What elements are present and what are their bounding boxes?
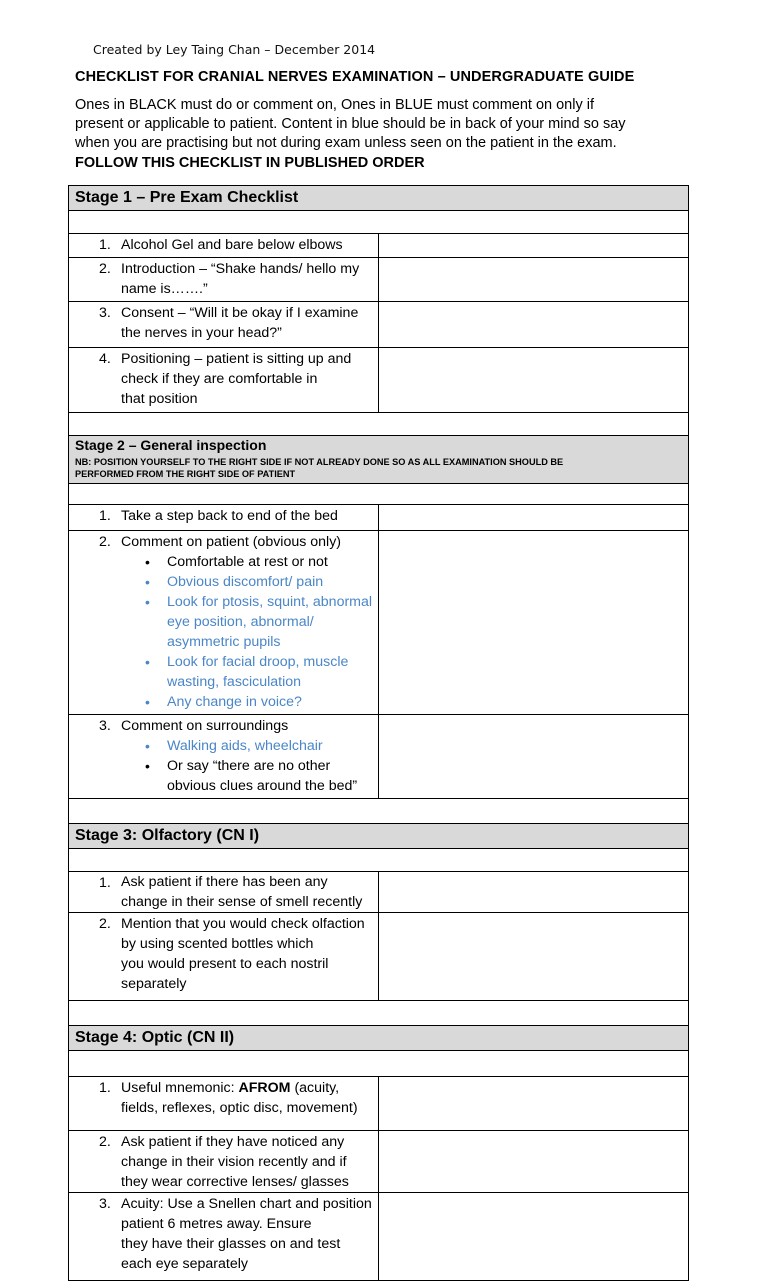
bullet-text: Look for ptosis, squint, abnormal eye position, abnormal/ — [167, 594, 373, 630]
item-number: 2. — [99, 261, 111, 277]
stage-header-row — [69, 186, 689, 211]
item-text: (acuity, fields, reflexes, optic disc, movement) — [121, 1080, 358, 1116]
intro-paragraph — [75, 96, 695, 153]
bullet-icon: • — [145, 694, 150, 710]
check-box-cell[interactable] — [379, 531, 689, 715]
document-title: CHECKLIST FOR CRANIAL NERVES EXAMINATION – UNDERGRADUATE GUIDE — [75, 69, 635, 85]
check-box-cell[interactable] — [379, 1077, 689, 1131]
bullet-item — [69, 756, 378, 796]
intro-line: when you are practising but not during exam unless seen on the patient in the exam. — [75, 135, 617, 151]
item-text: Comment on surroundings — [121, 718, 289, 734]
item-number: 3. — [99, 1196, 111, 1212]
stage-header-row — [69, 436, 689, 484]
bullet-item — [69, 736, 378, 756]
checklist-row — [69, 1077, 689, 1131]
check-box-cell[interactable] — [379, 505, 689, 531]
check-box-cell[interactable] — [379, 913, 689, 1001]
bullet-text: Or say “there are no other obvious clues around the bed” — [167, 758, 358, 794]
checklist-row — [69, 715, 689, 799]
item-number: 1. — [99, 1080, 111, 1096]
checklist-table — [68, 185, 689, 1281]
item-number: 1. — [99, 237, 111, 253]
item-text: they wear corrective lenses/ glasses — [121, 1174, 349, 1190]
follow-instruction: FOLLOW THIS CHECKLIST IN PUBLISHED ORDER — [75, 155, 425, 171]
bullet-icon: • — [145, 738, 150, 754]
blank-row — [69, 413, 689, 436]
bullet-item — [69, 572, 378, 592]
stage-header-row — [69, 824, 689, 849]
item-number: 1. — [99, 875, 111, 891]
stage-note — [69, 454, 688, 483]
bullet-text: Any change in voice? — [167, 694, 302, 710]
blank-row — [69, 1001, 689, 1026]
stage-header-row — [69, 1026, 689, 1051]
blank-row — [69, 849, 689, 872]
bullet-text: asymmetric pupils — [167, 634, 281, 650]
stage-title: Stage 1 – Pre Exam Checklist — [75, 189, 299, 206]
intro-line: present or applicable to patient. Content in blue should be in back of your mind so say — [75, 116, 626, 132]
check-box-cell[interactable] — [379, 302, 689, 348]
item-text: you would present to each nostril separately — [121, 956, 329, 992]
item-number: 1. — [99, 508, 111, 524]
bullet-text: Look for facial droop, muscle wasting, fasciculation — [167, 654, 349, 690]
item-text: Take a step back to end of the bed — [121, 508, 338, 524]
checklist-row — [69, 505, 689, 531]
checklist-row — [69, 258, 689, 302]
blank-row — [69, 1051, 689, 1077]
item-text: Alcohol Gel and bare below elbows — [121, 237, 343, 253]
item-text: Acuity: Use a Snellen chart and position patient 6 metres away. Ensure — [121, 1196, 372, 1232]
stage-title: Stage 3: Olfactory (CN I) — [75, 827, 260, 844]
item-text: Introduction – “Shake hands/ hello my name is…….” — [121, 261, 360, 297]
bullet-item — [69, 652, 378, 692]
item-text: Consent – “Will it be okay if I examine the nerves in your head?” — [121, 305, 359, 341]
item-text: Ask patient if there has been any change in their sense of smell recently — [121, 874, 363, 910]
bullet-icon: • — [145, 574, 150, 590]
checklist-row — [69, 531, 689, 715]
check-box-cell[interactable] — [379, 1131, 689, 1193]
item-text: Mention that you would check olfaction by using scented bottles which — [121, 916, 365, 952]
check-box-cell[interactable] — [379, 1193, 689, 1281]
item-number: 4. — [99, 351, 111, 367]
blank-row — [69, 484, 689, 505]
check-box-cell[interactable] — [379, 234, 689, 258]
item-number: 2. — [99, 1134, 111, 1150]
item-text: they have their glasses on and test each eye separately — [121, 1236, 341, 1272]
bullet-icon: • — [145, 554, 150, 570]
mnemonic-text: AFROM — [238, 1080, 291, 1096]
intro-line: Ones in BLACK must do or comment on, Ones in BLUE must comment on only if — [75, 97, 594, 113]
item-number: 3. — [99, 718, 111, 734]
item-text: Ask patient if they have noticed any change in their vision recently and if — [121, 1134, 347, 1170]
blank-row — [69, 799, 689, 824]
bullet-item — [69, 692, 378, 712]
checklist-row — [69, 913, 689, 1001]
checklist-row — [69, 348, 689, 413]
item-number: 3. — [99, 305, 111, 321]
checklist-row — [69, 302, 689, 348]
item-number: 2. — [99, 916, 111, 932]
bullet-item — [69, 592, 378, 652]
bullet-item — [69, 552, 378, 572]
bullet-text: Obvious discomfort/ pain — [167, 574, 324, 590]
check-box-cell[interactable] — [379, 258, 689, 302]
bullet-icon: • — [145, 594, 150, 610]
checklist-row — [69, 872, 689, 913]
item-text: Comment on patient (obvious only) — [121, 534, 342, 550]
checklist-row — [69, 1193, 689, 1281]
bullet-icon: • — [145, 758, 150, 774]
item-text: Useful mnemonic: — [121, 1080, 239, 1096]
bullet-text: Comfortable at rest or not — [167, 554, 328, 570]
checklist-row — [69, 234, 689, 258]
stage-note-line: PERFORMED FROM THE RIGHT SIDE OF PATIENT — [75, 469, 296, 479]
item-text: Positioning – patient is sitting up and check if they are comfortable in — [121, 351, 352, 387]
check-box-cell[interactable] — [379, 872, 689, 913]
check-box-cell[interactable] — [379, 715, 689, 799]
item-number: 2. — [99, 534, 111, 550]
stage-note-line: NB: POSITION YOURSELF TO THE RIGHT SIDE IF NOT ALREADY DONE SO AS ALL EXAMINATION SHOULD BE — [75, 457, 564, 467]
blank-row — [69, 211, 689, 234]
checklist-row — [69, 1131, 689, 1193]
item-text: that position — [121, 391, 198, 407]
bullet-text: Walking aids, wheelchair — [167, 738, 323, 754]
stage-title: Stage 4: Optic (CN II) — [75, 1029, 235, 1046]
stage-title: Stage 2 – General inspection — [75, 437, 267, 453]
created-by-line: Created by Ley Taing Chan – December 2014 — [93, 42, 376, 57]
check-box-cell[interactable] — [379, 348, 689, 413]
bullet-icon: • — [145, 654, 150, 670]
